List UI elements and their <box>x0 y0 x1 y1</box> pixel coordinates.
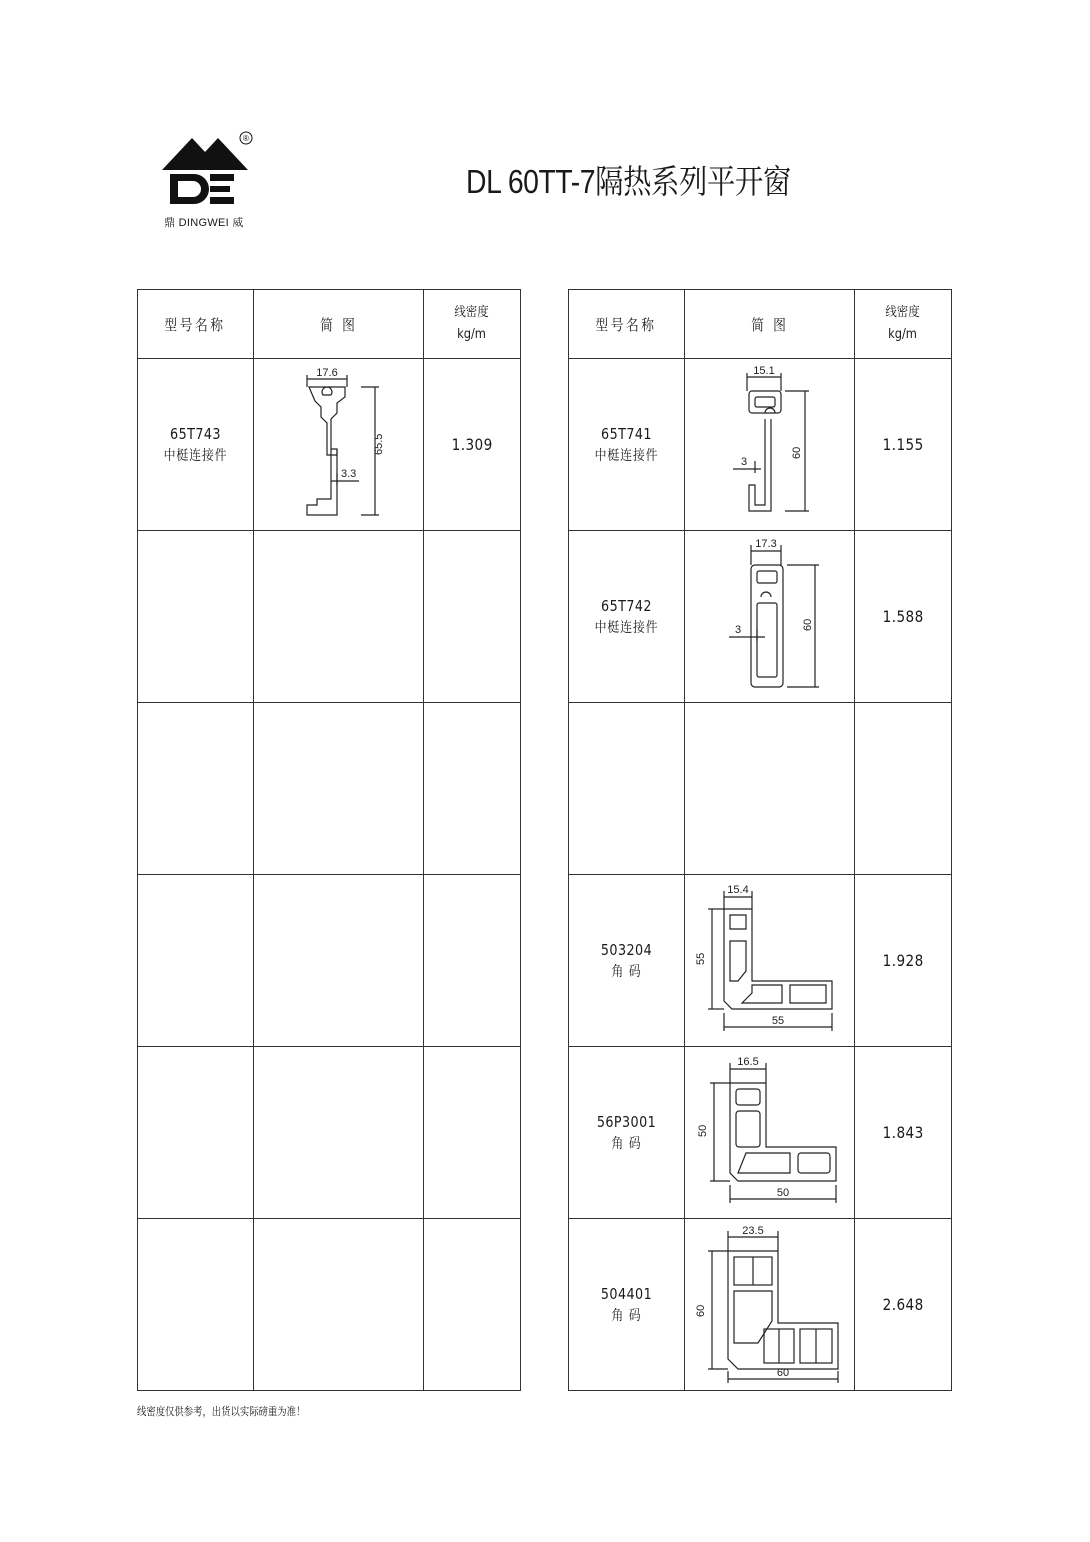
dim-label: 3.3 <box>340 467 356 480</box>
drawing-cell <box>685 531 855 703</box>
model-cell <box>569 1047 685 1219</box>
header-density: 线密度 kg/m <box>424 290 521 359</box>
table-row <box>569 1219 952 1391</box>
density-cell <box>424 703 521 875</box>
dim-label: 60 <box>694 1304 707 1317</box>
model-cell <box>569 359 685 531</box>
drawing-cell <box>685 359 855 531</box>
dim-label: 17.3 <box>754 537 777 550</box>
density-cell <box>855 359 952 531</box>
registered-mark: ® <box>243 134 249 143</box>
dim-label: 16.5 <box>736 1055 759 1068</box>
model-name: 角 码 <box>611 1307 642 1324</box>
model-cell <box>138 875 254 1047</box>
density-value: 1.928 <box>882 951 924 970</box>
density-cell <box>424 875 521 1047</box>
model-cell <box>569 531 685 703</box>
dim-label: 60 <box>801 618 814 631</box>
dim-label: 17.6 <box>315 366 338 379</box>
right-profile-table <box>568 289 952 1391</box>
table-row <box>138 875 521 1047</box>
model-name: 角 码 <box>611 963 642 980</box>
dim-label: 55 <box>694 952 707 965</box>
density-cell <box>855 531 952 703</box>
drawing-cell <box>254 1219 424 1391</box>
dim-label: 60 <box>790 446 803 459</box>
dim-label: 55 <box>771 1014 784 1027</box>
drawing-cell <box>254 531 424 703</box>
corner-bracket-profile-icon <box>690 881 850 1041</box>
dim-label: 15.4 <box>726 883 749 896</box>
header-model-name: 型号名称 <box>569 290 685 359</box>
model-name: 角 码 <box>611 1135 642 1152</box>
model-cell <box>569 875 685 1047</box>
density-value: 1.309 <box>451 435 493 454</box>
table-row <box>569 1047 952 1219</box>
model-code: 504401 <box>600 1284 653 1303</box>
mullion-connector-profile-icon <box>705 537 835 697</box>
drawing-cell <box>685 1047 855 1219</box>
density-cell <box>855 1219 952 1391</box>
model-cell <box>138 703 254 875</box>
model-cell <box>138 359 254 531</box>
model-cell <box>569 1219 685 1391</box>
table-row <box>138 703 521 875</box>
model-name: 中梃连接件 <box>594 619 659 636</box>
logo-mark-icon <box>150 128 260 218</box>
drawing-cell <box>254 1047 424 1219</box>
model-cell <box>138 1219 254 1391</box>
logo-text: 鼎 DINGWEI 威 <box>164 217 244 229</box>
table-header-row <box>569 290 952 359</box>
company-logo <box>150 128 260 238</box>
drawing-cell <box>685 703 855 875</box>
drawing-cell <box>254 875 424 1047</box>
dim-label: 3 <box>740 455 747 468</box>
density-value: 2.648 <box>882 1295 924 1314</box>
drawing-cell <box>685 1219 855 1391</box>
model-code: 65T742 <box>601 596 652 615</box>
density-cell <box>855 703 952 875</box>
footnote: 线密度仅供参考，出货以实际磅重为准！ <box>137 1405 306 1418</box>
corner-bracket-profile-icon <box>690 1225 850 1385</box>
model-code: 56P3001 <box>596 1112 657 1131</box>
header-model-name: 型号名称 <box>138 290 254 359</box>
dim-label: 50 <box>696 1124 709 1137</box>
dim-label: 60 <box>776 1366 789 1379</box>
table-row <box>138 1219 521 1391</box>
dim-label: 23.5 <box>741 1224 764 1237</box>
dim-label: 3 <box>734 623 741 636</box>
dim-label: 15.1 <box>752 364 775 377</box>
model-name: 中梃连接件 <box>163 447 228 464</box>
table-row <box>569 703 952 875</box>
table-row <box>138 1047 521 1219</box>
header-density: 线密度 kg/m <box>855 290 952 359</box>
density-value: 1.155 <box>882 435 924 454</box>
header-drawing: 简 图 <box>254 290 424 359</box>
drawing-cell <box>254 359 424 531</box>
table-row <box>569 359 952 531</box>
mullion-connector-profile-icon <box>279 365 399 525</box>
dim-label: 65.5 <box>372 433 385 455</box>
table-row <box>138 359 521 531</box>
drawing-cell <box>685 875 855 1047</box>
corner-bracket-profile-icon <box>690 1053 850 1213</box>
left-profile-table <box>137 289 521 1391</box>
document-title: DL 60TT-7隔热系列平开窗 <box>466 163 791 200</box>
density-cell <box>855 1047 952 1219</box>
density-cell <box>855 875 952 1047</box>
header-drawing: 简 图 <box>685 290 855 359</box>
density-value: 1.843 <box>882 1123 924 1142</box>
model-name: 中梃连接件 <box>594 447 659 464</box>
density-cell <box>424 531 521 703</box>
density-value: 1.588 <box>882 607 924 626</box>
model-code: 503204 <box>600 940 653 959</box>
density-cell <box>424 359 521 531</box>
dim-label: 50 <box>776 1186 789 1199</box>
model-cell <box>569 703 685 875</box>
model-cell <box>138 531 254 703</box>
table-row <box>138 531 521 703</box>
model-cell <box>138 1047 254 1219</box>
model-code: 65T741 <box>601 424 652 443</box>
table-header-row <box>138 290 521 359</box>
density-cell <box>424 1047 521 1219</box>
table-row <box>569 875 952 1047</box>
mullion-connector-profile-icon <box>705 365 835 525</box>
model-code: 65T743 <box>170 424 221 443</box>
table-row <box>569 531 952 703</box>
drawing-cell <box>254 703 424 875</box>
density-cell <box>424 1219 521 1391</box>
